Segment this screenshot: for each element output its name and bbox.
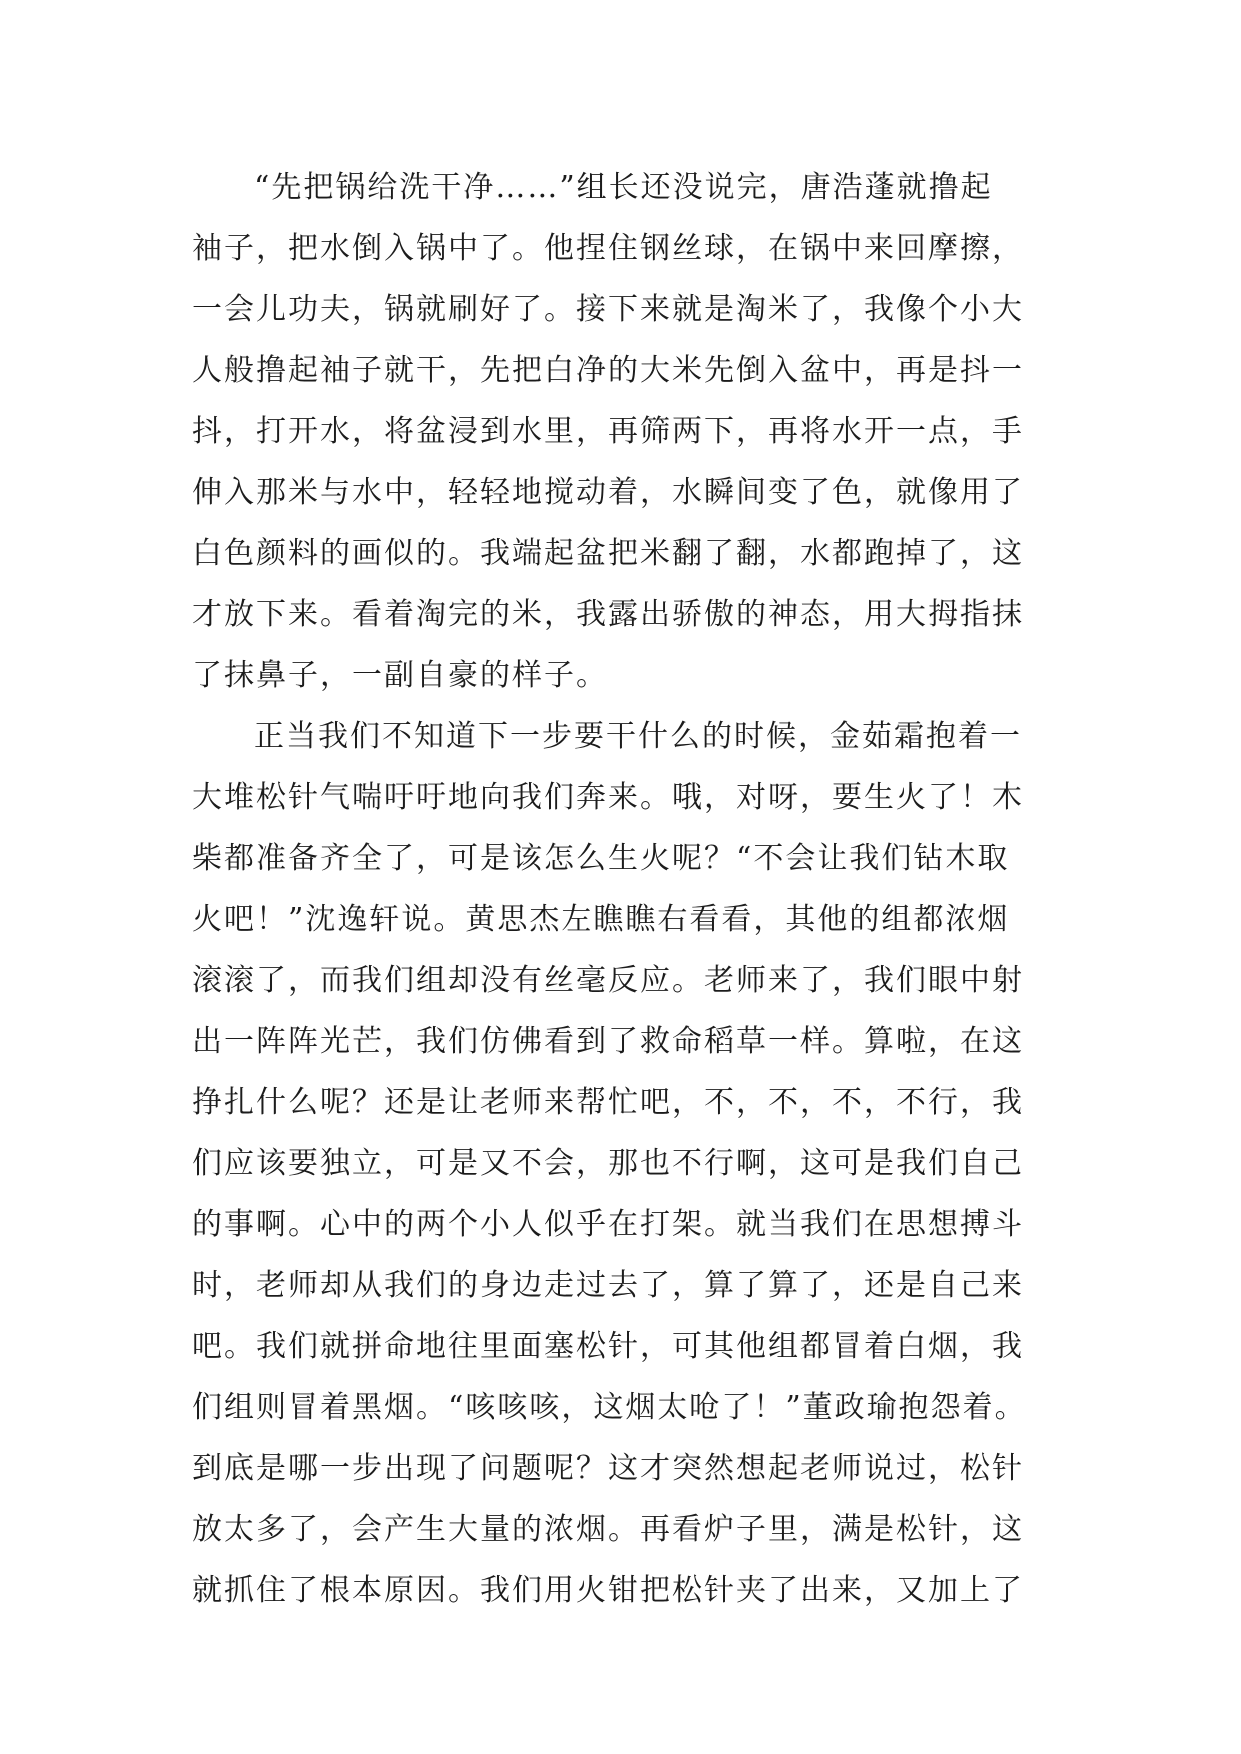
text-line: 时，老师却从我们的身边走过去了，算了算了，还是自己来 — [192, 1268, 1024, 1303]
text-line: 了抹鼻子，一副自豪的样子。 — [192, 658, 608, 693]
text-line: 一会儿功夫，锅就刷好了。接下来就是淘米了，我像个小大 — [192, 292, 1024, 327]
text-line: 到底是哪一步出现了问题呢？这才突然想起老师说过，松针 — [192, 1451, 1024, 1486]
text-line: 出一阵阵光芒，我们仿佛看到了救命稻草一样。算啦，在这 — [192, 1024, 1024, 1059]
text-line: 就抓住了根本原因。我们用火钳把松针夹了出来，又加上了 — [192, 1573, 1024, 1608]
text-line: 人般撸起袖子就干，先把白净的大米先倒入盆中，再是抖一 — [192, 353, 1024, 388]
text-line: 白色颜料的画似的。我端起盆把米翻了翻，水都跑掉了，这 — [192, 536, 1024, 571]
text-line: 才放下来。看着淘完的米，我露出骄傲的神态，用大拇指抹 — [192, 597, 1024, 632]
paragraph-2 — [192, 706, 1092, 1621]
text-line: 们组则冒着黑烟。“咳咳咳，这烟太呛了！”董政瑜抱怨着。 — [192, 1390, 1027, 1425]
text-line: 们应该要独立，可是又不会，那也不行啊，这可是我们自己 — [192, 1146, 1024, 1181]
text-line: 抖，打开水，将盆浸到水里，再筛两下，再将水开一点，手 — [192, 414, 1024, 449]
text-line: 火吧！”沈逸轩说。黄思杰左瞧瞧右看看，其他的组都浓烟 — [192, 902, 1010, 937]
text-line: 伸入那米与水中，轻轻地搅动着，水瞬间变了色，就像用了 — [192, 475, 1024, 510]
paragraph-1 — [192, 157, 1092, 706]
text-line: 滚滚了，而我们组却没有丝毫反应。老师来了，我们眼中射 — [192, 963, 1024, 998]
text-line: 挣扎什么呢？还是让老师来帮忙吧，不，不，不，不行，我 — [192, 1085, 1024, 1120]
text-line: 大堆松针气喘吁吁地向我们奔来。哦，对呀，要生火了！木 — [192, 780, 1024, 815]
text-line: 吧。我们就拼命地往里面塞松针，可其他组都冒着白烟，我 — [192, 1329, 1024, 1364]
body-text — [192, 157, 1092, 1621]
text-line: “先把锅给洗干净……”组长还没说完，唐浩蓬就撸起 — [254, 170, 993, 205]
text-line: 柴都准备齐全了，可是该怎么生火呢？“不会让我们钻木取 — [192, 841, 1010, 876]
text-line: 的事啊。心中的两个小人似乎在打架。就当我们在思想搏斗 — [192, 1207, 1024, 1242]
text-line: 正当我们不知道下一步要干什么的时候，金茹霜抱着一 — [254, 719, 1022, 754]
text-line: 放太多了，会产生大量的浓烟。再看炉子里，满是松针，这 — [192, 1512, 1024, 1547]
text-line: 袖子，把水倒入锅中了。他捏住钢丝球，在锅中来回摩擦， — [192, 231, 1024, 266]
